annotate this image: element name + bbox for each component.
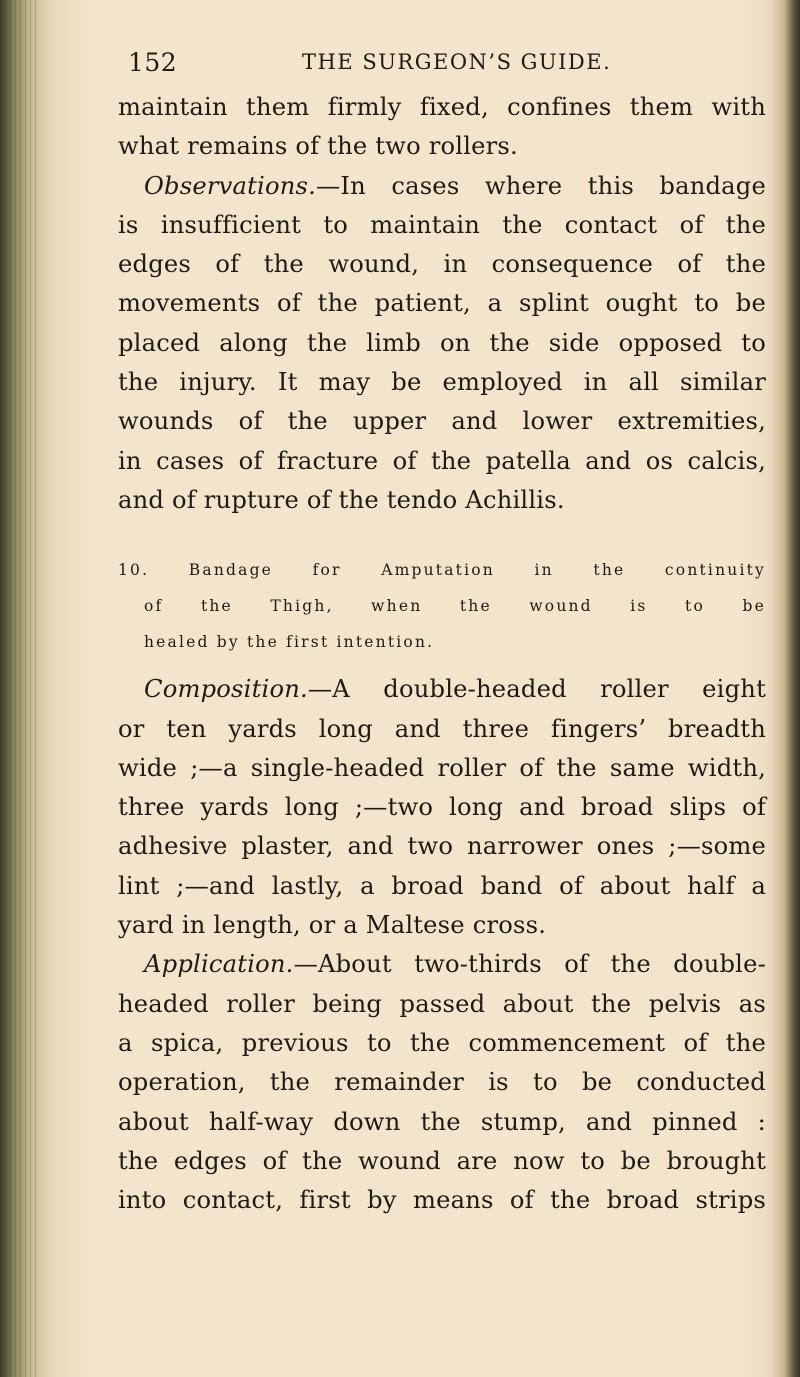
running-head (118, 46, 766, 88)
page-number: 152 (128, 48, 178, 77)
text-line: the edges of the wound are now to be brought (118, 1146, 766, 1175)
paragraph-observations (118, 167, 766, 521)
text-line (118, 945, 766, 984)
text-line: headed roller being passed about the pelvis as (118, 989, 766, 1018)
text-line: wounds of the upper and lower extremities, (118, 407, 766, 436)
text-line: in cases of fracture of the patella and os calcis, (118, 446, 766, 475)
text-line: is insufficient to maintain the contact of the (118, 210, 766, 239)
observations-label: Observations. (144, 171, 316, 200)
text-line: and of rupture of the tendo Achillis. (118, 485, 565, 514)
text-line: lint ;—and lastly, a broad band of about half a (118, 871, 766, 900)
text-line: movements of the patient, a splint ought to be (118, 289, 766, 318)
composition-text: —A double-headed roller eight (307, 675, 766, 704)
observations-text: —In cases where this bandage (315, 171, 766, 200)
application-text: —About two-thirds of the double- (293, 950, 766, 979)
paragraph-continuation (118, 88, 766, 167)
text-line: into contact, first by means of the broad strips (118, 1186, 766, 1215)
section-heading (118, 552, 766, 660)
text-line: what remains of the two rollers. (118, 132, 518, 161)
text-line: edges of the wound, in consequence of the (118, 250, 766, 279)
text-line: about half-way down the stump, and pinned : (118, 1107, 766, 1136)
paragraph-composition (118, 670, 766, 945)
text-line: a spica, previous to the commencement of the (118, 1028, 766, 1057)
text-line: placed along the limb on the side opposed to (118, 328, 766, 357)
text-line: or ten yards long and three fingers’ breadth (118, 714, 766, 743)
running-title: THE SURGEON’S GUIDE. (302, 50, 612, 74)
heading-line: healed by the first intention. (144, 633, 435, 652)
composition-label: Composition. (144, 675, 308, 704)
text-line: three yards long ;—two long and broad slips of (118, 793, 766, 822)
text-line: the injury. It may be employed in all similar (118, 368, 766, 397)
text-line (118, 167, 766, 206)
heading-line: 10. Bandage for Amputation in the continuity (118, 561, 766, 580)
text-line (118, 670, 766, 709)
paragraph-application (118, 945, 766, 1220)
text-line: operation, the remainder is to be conducted (118, 1068, 766, 1097)
text-line: yard in length, or a Maltese cross. (118, 911, 547, 940)
text-line: maintain them firmly fixed, confines them with (118, 93, 766, 121)
heading-line: of the Thigh, when the wound is to be (144, 597, 766, 616)
application-label: Application. (144, 950, 294, 979)
text-line: wide ;—a single-headed roller of the same width, (118, 753, 766, 782)
binding-gutter (0, 0, 40, 1377)
page-content (118, 46, 766, 1220)
text-line: adhesive plaster, and two narrower ones ;—some (118, 832, 766, 861)
page-edge-shadow (786, 0, 800, 1377)
